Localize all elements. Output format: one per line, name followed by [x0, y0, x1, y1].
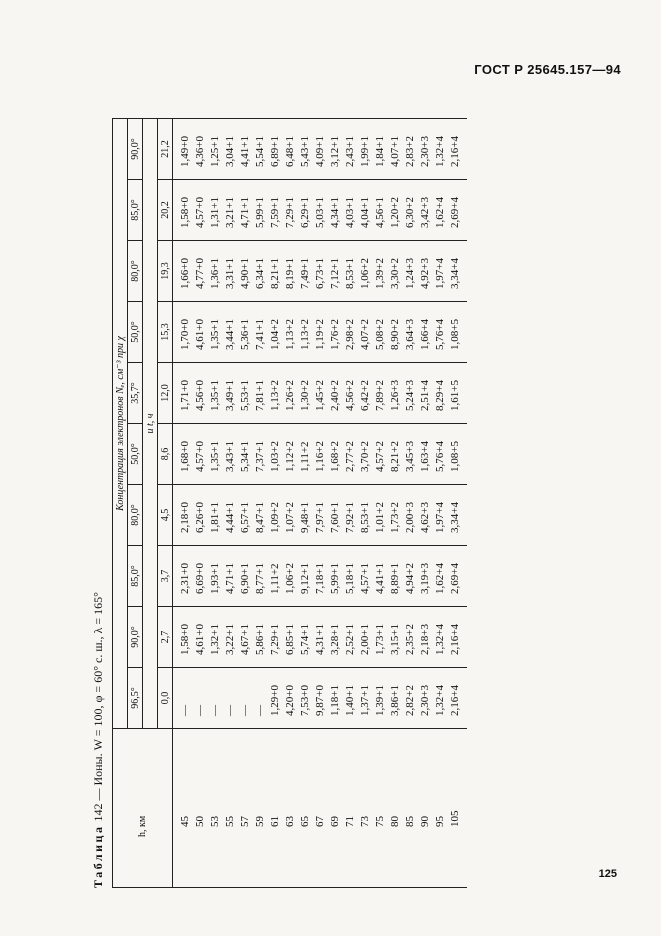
- concentration-value: 1,11+2: [269, 563, 281, 594]
- concentration-column: [173, 546, 468, 607]
- concentration-value: 3,45+3: [404, 441, 416, 472]
- concentration-value: 5,76+4: [434, 441, 446, 472]
- concentration-value: 6,73+1: [314, 258, 326, 289]
- concentration-value: 1,29+0: [269, 685, 281, 716]
- concentration-value: 1,49+0: [179, 136, 191, 167]
- concentration-value: 4,57+2: [374, 441, 386, 472]
- concentration-value: —: [179, 705, 191, 716]
- time-header: 19,3: [158, 241, 173, 302]
- concentration-value: 1,68+2: [329, 441, 341, 472]
- concentration-value: —: [224, 705, 236, 716]
- concentration-value: 7,60+1: [329, 502, 341, 533]
- concentration-value: 4,61+0: [194, 624, 206, 655]
- concentration-value: 2,00+3: [404, 502, 416, 533]
- concentration-value: 1,13+2: [269, 380, 281, 411]
- concentration-value: —: [254, 705, 266, 716]
- header-row-group: [113, 119, 128, 888]
- concentration-value: 3,70+2: [359, 441, 371, 472]
- concentration-value: 1,06+2: [359, 258, 371, 289]
- concentration-value: 1,58+0: [179, 624, 191, 655]
- concentration-value: 1,25+1: [209, 136, 221, 167]
- height-value: 67: [314, 816, 326, 827]
- concentration-value: 4,67+1: [239, 624, 251, 655]
- chi-angle-header: 96,5°: [128, 668, 143, 729]
- concentration-column: [173, 363, 468, 424]
- concentration-value: 4,56+2: [344, 380, 356, 411]
- chi-angle-header: 90,0°: [128, 119, 143, 180]
- concentration-value: 1,18+1: [329, 685, 341, 716]
- concentration-value: 3,86+1: [389, 685, 401, 716]
- concentration-value: 2,16+4: [449, 685, 461, 716]
- concentration-value: 6,48+1: [284, 136, 296, 167]
- rotated-table-block: [86, 118, 652, 888]
- concentration-value: 5,99+1: [254, 197, 266, 228]
- time-header: 21,2: [158, 119, 173, 180]
- concentration-value: 2,98+2: [344, 319, 356, 350]
- concentration-value: 4,34+1: [329, 197, 341, 228]
- concentration-value: 5,86+1: [254, 624, 266, 655]
- concentration-table: [112, 118, 467, 888]
- height-value: 65: [299, 816, 311, 827]
- concentration-value: 4,31+1: [314, 624, 326, 655]
- concentration-value: 5,74+1: [299, 624, 311, 655]
- concentration-value: 3,49+1: [224, 380, 236, 411]
- height-value: 85: [404, 816, 416, 827]
- concentration-value: 2,16+4: [449, 136, 461, 167]
- concentration-value: —: [209, 705, 221, 716]
- concentration-value: 6,89+1: [269, 136, 281, 167]
- concentration-value: 9,12+1: [299, 563, 311, 594]
- concentration-value: 3,42+3: [419, 197, 431, 228]
- concentration-column: [173, 424, 468, 485]
- chi-angle-header: 50,0°: [128, 302, 143, 363]
- concentration-value: 2,77+2: [344, 441, 356, 472]
- concentration-value: 9,48+1: [299, 502, 311, 533]
- page-number: 125: [598, 868, 617, 880]
- chi-angle-header: 90,0°: [128, 607, 143, 668]
- height-value: 59: [254, 816, 266, 827]
- concentration-value: 4,41+1: [239, 136, 251, 167]
- time-header: 8,6: [158, 424, 173, 485]
- concentration-value: 3,15+1: [389, 624, 401, 655]
- concentration-value: 6,30+2: [404, 197, 416, 228]
- concentration-value: 2,30+3: [419, 685, 431, 716]
- concentration-value: 1,76+2: [329, 319, 341, 350]
- concentration-value: 7,53+0: [299, 685, 311, 716]
- concentration-value: 7,12+1: [329, 258, 341, 289]
- concentration-value: 4,36+0: [194, 136, 206, 167]
- concentration-value: 3,64+3: [404, 319, 416, 350]
- concentration-value: 5,53+1: [239, 380, 251, 411]
- concentration-value: 1,04+2: [269, 319, 281, 350]
- concentration-value: 1,71+0: [179, 380, 191, 411]
- height-value: 55: [224, 816, 236, 827]
- height-value: 53: [209, 816, 221, 827]
- group-title: Концентрация электронов Nₑ, см⁻³ при χ: [113, 119, 128, 729]
- concentration-value: 2,51+4: [419, 380, 431, 411]
- concentration-value: 3,19+3: [419, 563, 431, 594]
- concentration-value: 2,69+4: [449, 563, 461, 594]
- table-caption: [86, 592, 110, 888]
- time-header: 12,0: [158, 363, 173, 424]
- concentration-column: [173, 241, 468, 302]
- chi-angle-header: 80,0°: [128, 485, 143, 546]
- concentration-value: 1,66+4: [419, 319, 431, 350]
- concentration-value: 1,36+1: [209, 258, 221, 289]
- concentration-value: 4,57+0: [194, 441, 206, 472]
- concentration-value: 3,04+1: [224, 136, 236, 167]
- concentration-value: 1,39+1: [374, 685, 386, 716]
- concentration-value: 1,58+0: [179, 197, 191, 228]
- concentration-value: 1,31+1: [209, 197, 221, 228]
- concentration-value: 1,35+1: [209, 319, 221, 350]
- concentration-value: 5,99+1: [329, 563, 341, 594]
- concentration-value: 8,29+4: [434, 380, 446, 411]
- height-column-header: h, км: [113, 729, 173, 888]
- concentration-value: 8,77+1: [254, 563, 266, 594]
- concentration-value: 4,09+1: [314, 136, 326, 167]
- concentration-value: 7,89+2: [374, 380, 386, 411]
- concentration-value: 2,35+2: [404, 624, 416, 655]
- concentration-value: 1,35+1: [209, 441, 221, 472]
- concentration-value: 1,61+5: [449, 380, 461, 411]
- concentration-value: 8,19+1: [284, 258, 296, 289]
- concentration-column: [173, 180, 468, 241]
- concentration-value: 5,18+1: [344, 563, 356, 594]
- concentration-value: 9,87+0: [314, 685, 326, 716]
- concentration-value: 1,62+4: [434, 563, 446, 594]
- concentration-value: 4,56+0: [194, 380, 206, 411]
- concentration-value: 2,18+0: [179, 502, 191, 533]
- concentration-value: 1,09+2: [269, 502, 281, 533]
- concentration-value: 8,89+1: [389, 563, 401, 594]
- concentration-value: 4,20+0: [284, 685, 296, 716]
- concentration-value: 3,21+1: [224, 197, 236, 228]
- concentration-value: 7,59+1: [269, 197, 281, 228]
- concentration-value: 1,97+4: [434, 258, 446, 289]
- concentration-value: 1,32+4: [434, 624, 446, 655]
- concentration-value: 1,62+4: [434, 197, 446, 228]
- concentration-value: 1,93+1: [209, 563, 221, 594]
- concentration-value: 1,97+4: [434, 502, 446, 533]
- concentration-value: 1,32+4: [434, 685, 446, 716]
- concentration-value: 4,04+1: [359, 197, 371, 228]
- time-label: и t, ч: [143, 119, 158, 729]
- height-value: 73: [359, 816, 371, 827]
- concentration-value: 1,81+1: [209, 502, 221, 533]
- concentration-value: 3,43+1: [224, 441, 236, 472]
- concentration-value: 4,71+1: [224, 563, 236, 594]
- height-value: 75: [374, 816, 386, 827]
- concentration-value: 1,08+5: [449, 441, 461, 472]
- concentration-value: 3,22+1: [224, 624, 236, 655]
- concentration-value: 4,62+3: [419, 502, 431, 533]
- concentration-value: 1,01+2: [374, 502, 386, 533]
- time-header: 2,7: [158, 607, 173, 668]
- concentration-column: [173, 485, 468, 546]
- concentration-value: 8,47+1: [254, 502, 266, 533]
- concentration-value: —: [194, 705, 206, 716]
- concentration-value: 7,37+1: [254, 441, 266, 472]
- time-header: 15,3: [158, 302, 173, 363]
- caption-label: Таблица: [91, 824, 105, 888]
- concentration-value: 2,00+1: [359, 624, 371, 655]
- concentration-value: 2,31+0: [179, 563, 191, 594]
- table-body-row: [173, 119, 468, 888]
- concentration-value: 4,41+1: [374, 563, 386, 594]
- concentration-value: 1,16+2: [314, 441, 326, 472]
- concentration-value: 6,57+1: [239, 502, 251, 533]
- concentration-value: 1,30+2: [299, 380, 311, 411]
- concentration-value: 7,49+1: [299, 258, 311, 289]
- concentration-value: 7,29+1: [284, 197, 296, 228]
- height-value: 80: [389, 816, 401, 827]
- concentration-value: 6,29+1: [299, 197, 311, 228]
- concentration-value: 5,76+4: [434, 319, 446, 350]
- concentration-value: 7,41+1: [254, 319, 266, 350]
- height-value: 105: [449, 810, 461, 827]
- concentration-value: 1,35+1: [209, 380, 221, 411]
- concentration-value: 1,07+2: [284, 502, 296, 533]
- concentration-value: 4,77+0: [194, 258, 206, 289]
- height-value: 45: [179, 816, 191, 827]
- concentration-value: 1,19+2: [314, 319, 326, 350]
- concentration-value: 3,34+4: [449, 502, 461, 533]
- concentration-value: 2,82+2: [404, 685, 416, 716]
- concentration-value: 1,13+2: [299, 319, 311, 350]
- concentration-value: 8,90+2: [389, 319, 401, 350]
- height-value: 69: [329, 816, 341, 827]
- concentration-value: 1,37+1: [359, 685, 371, 716]
- concentration-value: 1,26+2: [284, 380, 296, 411]
- concentration-value: 7,81+1: [254, 380, 266, 411]
- concentration-value: 1,13+2: [284, 319, 296, 350]
- concentration-value: 4,92+3: [419, 258, 431, 289]
- time-header: 0,0: [158, 668, 173, 729]
- concentration-value: 1,70+0: [179, 319, 191, 350]
- concentration-column: [173, 302, 468, 363]
- concentration-value: 1,73+2: [389, 502, 401, 533]
- concentration-value: 6,69+0: [194, 563, 206, 594]
- concentration-value: 1,73+1: [374, 624, 386, 655]
- concentration-value: 4,07+1: [389, 136, 401, 167]
- concentration-value: 8,21+2: [389, 441, 401, 472]
- concentration-value: 4,61+0: [194, 319, 206, 350]
- concentration-value: 7,18+1: [314, 563, 326, 594]
- concentration-value: 1,40+1: [344, 685, 356, 716]
- chi-angle-header: 85,0°: [128, 180, 143, 241]
- concentration-value: 2,30+3: [419, 136, 431, 167]
- height-value: 95: [434, 816, 446, 827]
- concentration-value: 4,90+1: [239, 258, 251, 289]
- concentration-value: 3,34+4: [449, 258, 461, 289]
- concentration-value: 4,07+2: [359, 319, 371, 350]
- concentration-value: 5,54+1: [254, 136, 266, 167]
- concentration-value: 1,84+1: [374, 136, 386, 167]
- chi-angle-header: 80,0°: [128, 241, 143, 302]
- concentration-value: 1,08+5: [449, 319, 461, 350]
- concentration-value: 2,18+3: [419, 624, 431, 655]
- height-values-cell: [173, 729, 468, 888]
- concentration-value: 1,39+2: [374, 258, 386, 289]
- chi-angle-header: 35,7°: [128, 363, 143, 424]
- concentration-value: 4,44+1: [224, 502, 236, 533]
- concentration-value: 6,85+1: [284, 624, 296, 655]
- concentration-value: 4,94+2: [404, 563, 416, 594]
- concentration-value: 1,63+4: [419, 441, 431, 472]
- concentration-value: 8,53+1: [344, 258, 356, 289]
- height-value: 50: [194, 816, 206, 827]
- concentration-value: 6,34+1: [254, 258, 266, 289]
- concentration-value: 1,32+4: [434, 136, 446, 167]
- concentration-value: 5,03+1: [314, 197, 326, 228]
- height-value: 61: [269, 816, 281, 827]
- concentration-value: 7,29+1: [269, 624, 281, 655]
- concentration-value: 1,03+2: [269, 441, 281, 472]
- time-header: 20,2: [158, 180, 173, 241]
- concentration-value: 2,69+4: [449, 197, 461, 228]
- document-code: ГОСТ Р 25645.157—94: [474, 62, 621, 77]
- concentration-value: 4,56+1: [374, 197, 386, 228]
- concentration-value: 5,43+1: [299, 136, 311, 167]
- concentration-value: 1,68+0: [179, 441, 191, 472]
- concentration-value: 3,44+1: [224, 319, 236, 350]
- concentration-value: 6,26+0: [194, 502, 206, 533]
- concentration-value: 2,83+2: [404, 136, 416, 167]
- concentration-value: 1,12+2: [284, 441, 296, 472]
- height-value: 57: [239, 816, 251, 827]
- height-value: 71: [344, 816, 356, 827]
- concentration-value: 1,20+2: [389, 197, 401, 228]
- concentration-value: 5,36+1: [239, 319, 251, 350]
- concentration-value: —: [239, 705, 251, 716]
- concentration-value: 1,99+1: [359, 136, 371, 167]
- concentration-value: 1,06+2: [284, 563, 296, 594]
- concentration-value: 1,45+2: [314, 380, 326, 411]
- concentration-value: 1,26+3: [389, 380, 401, 411]
- concentration-value: 2,52+1: [344, 624, 356, 655]
- concentration-value: 7,92+1: [344, 502, 356, 533]
- concentration-column: [173, 119, 468, 180]
- concentration-value: 8,21+1: [269, 258, 281, 289]
- concentration-value: 2,43+1: [344, 136, 356, 167]
- concentration-value: 7,97+1: [314, 502, 326, 533]
- time-header: 4,5: [158, 485, 173, 546]
- concentration-value: 4,57+0: [194, 197, 206, 228]
- chi-angle-header: 85,0°: [128, 546, 143, 607]
- concentration-value: 4,03+1: [344, 197, 356, 228]
- concentration-value: 5,34+1: [239, 441, 251, 472]
- concentration-value: 4,57+1: [359, 563, 371, 594]
- concentration-value: 4,71+1: [239, 197, 251, 228]
- concentration-value: 1,11+2: [299, 441, 311, 472]
- concentration-value: 8,53+1: [359, 502, 371, 533]
- concentration-value: 1,32+1: [209, 624, 221, 655]
- chi-angle-header: 50,0°: [128, 424, 143, 485]
- height-value: 63: [284, 816, 296, 827]
- height-value: 90: [419, 816, 431, 827]
- concentration-value: 5,08+2: [374, 319, 386, 350]
- caption-text: 142 — Ионы. W = 100, φ = 60° с. ш., λ = 165°: [91, 592, 105, 822]
- concentration-value: 6,42+2: [359, 380, 371, 411]
- concentration-value: 3,31+1: [224, 258, 236, 289]
- concentration-value: 1,24+3: [404, 258, 416, 289]
- concentration-value: 3,30+2: [389, 258, 401, 289]
- concentration-value: 6,90+1: [239, 563, 251, 594]
- concentration-column: [173, 607, 468, 668]
- concentration-value: 1,66+0: [179, 258, 191, 289]
- concentration-value: 2,16+4: [449, 624, 461, 655]
- concentration-column: [173, 668, 468, 729]
- concentration-value: 3,12+1: [329, 136, 341, 167]
- concentration-value: 3,28+1: [329, 624, 341, 655]
- concentration-value: 5,24+3: [404, 380, 416, 411]
- concentration-value: 2,40+2: [329, 380, 341, 411]
- time-header: 3,7: [158, 546, 173, 607]
